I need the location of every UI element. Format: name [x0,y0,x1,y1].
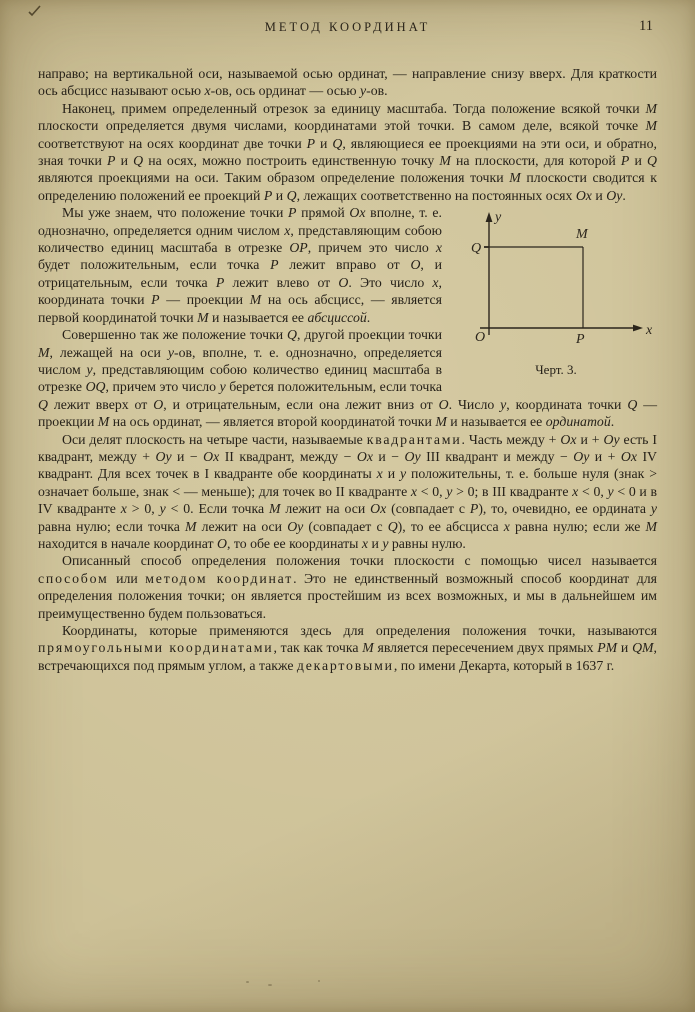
coordinate-diagram [456,207,656,355]
label-origin: O [475,330,486,346]
scan-speck [318,980,320,982]
x-axis-arrow-icon [633,325,643,332]
paragraph-6: Описанный способ определения положения точки плоскости с помощью чисел называется способом или методом координат. Это не единственный возможный способ координат для определения положения точки; он является простейшим из всех возможных, и мы в дальнейшем им преимущественно будем пользоваться. [38,553,657,621]
paragraph-1: направо; на вертикальной оси, называемой осью ординат, — направление снизу вверх. Для краткости ось абсцисс называют осью x-ов, ось ординат — осью y-ов. [38,66,657,99]
figure-caption: Черт. 3. [535,361,577,377]
scan-speck [268,984,272,986]
paragraph-7: Координаты, которые применяются здесь для определения положения точки, называются прямоугольными координатами, так как точка M является пересечением двух прямых PM и QM, встречающихся под прямым углом, а также декартовыми, по имени Декарта, который в 1637 г. [38,623,657,673]
paragraph-2: Наконец, примем определенный отрезок за единицу масштаба. Тогда положение всякой точки M плоскости определяется двумя числами, координатами этой точки. В самом деле, всякой точке M соответствуют на осях координат две точки P и Q, являющиеся ее проекциями на эти оси, и обратно, зная точки P и Q на осях, можно построить единственную точку M на плоскости, для которой P и Q являются проекциями на оси. Таким образом определение положения точки M плоскости сводится к определению положений ее проекций P и Q, лежащих соответственно на постоянных осях Ox и Oy. [38,100,657,203]
page-header [0,0,695,46]
page-number: 11 [639,18,653,34]
paragraph-3: Мы уже знаем, что положение точки P прямой Ox вполне, т. е. однозначно, определяется одним числом x, представляющим собою количество единиц масштаба в отрезке OP, причем это число x будет положительным, если точка P лежит вправо от O, и отрицательным, если точка P лежит влево от O. Это число x, координата точки P — проекции M на ось абсцисс, — является первой координатой точки M и называется ее абсциссой. [38,205,442,325]
label-m: M [576,227,588,243]
y-axis-arrow-icon [486,212,493,222]
label-p: P [576,332,585,348]
figure-chart-3 [455,207,657,378]
running-head-title: МЕТОД КООРДИНАТ [264,20,431,34]
label-x: x [646,323,653,339]
label-y: y [495,210,502,226]
paragraph-5: Оси делят плоскость на четыре части, называемые квадрантами. Часть между + Ox и + Oy есть I квадрант, между + Oy и − Ox II квадрант, между − Ox и − Oy III квадрант и между − Oy и + Ox IV квадрант. Для всех точек в I квадранте обе координаты x и y положительны, т. е. больше нуля (знак > означает больше, знак < — меньше); для точек во II квадранте x < 0, y > 0; в III квадранте x < 0, y < 0 и в IV квадранте x > 0, y < 0. Если точка M лежит на оси Ox (совпадает с P), то, очевидно, ее ордината y равна нулю; если точка M лежит на оси Oy (совпадает с Q), то ее абсцисса x равна нулю; если же M находится в начале координат O, то обе ее координаты x и y равны нулю. [38,431,658,551]
paragraph-4: Совершенно так же положение точки Q, другой проекции точки M, лежащей на оси y-ов, вполне, т. е. однозначно, определяется числом y, представляющим собою количество единиц масштаба в отрезке OQ, причем это число y берется положительным, если точка Q лежит вверх от O, и отрицательным, если она лежит вниз от O. Число y, координата точки Q — проекции M на ось ординат, — является второй координатой точки M и называется ее ординатой. [38,327,658,430]
label-q: Q [471,241,482,257]
scan-speck [246,981,249,983]
text-block [38,65,657,674]
